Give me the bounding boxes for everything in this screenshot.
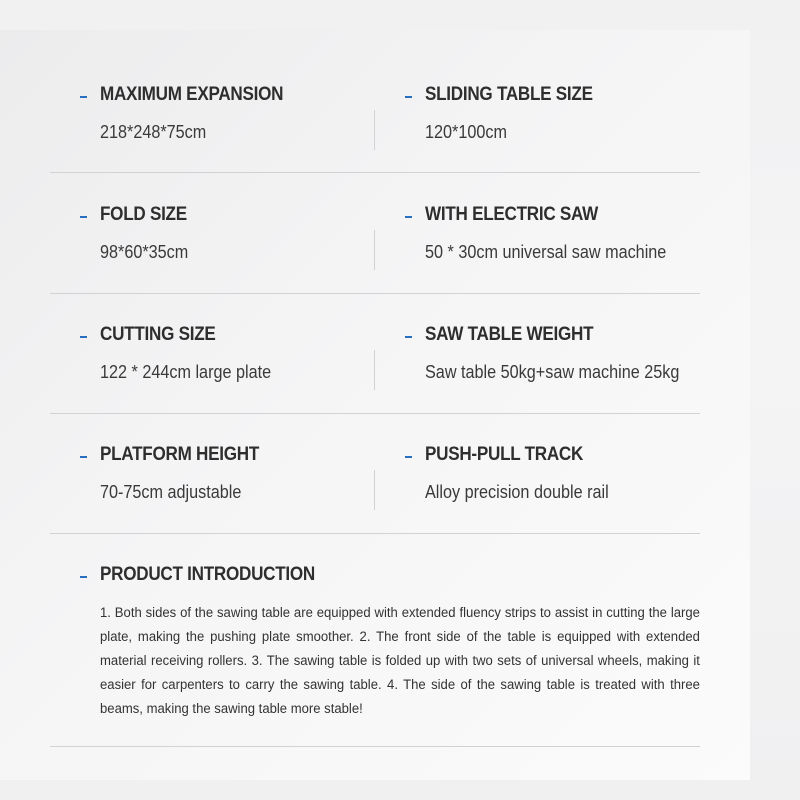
spec-label: SLIDING TABLE SIZE xyxy=(425,84,593,105)
spec-row xyxy=(50,293,700,414)
bullet-dash-icon xyxy=(405,216,412,218)
spec-value: 98*60*35cm xyxy=(100,242,189,262)
spec-item xyxy=(400,413,720,533)
spec-row xyxy=(50,60,700,173)
intro-paragraph: 1. Both sides of the sawing table are equipped with extended fluency strips to assist in cutting the large plate, making the pushing plate smoother. 2. The front side of the table is equipped with extended material receiving rollers. 3. The sawing table is folded up with two sets of universal wheels, making it easier for carpenters to carry the sawing table. 4. The side of the sawing table is treated with three beams, making the sawing table more stable! xyxy=(100,605,700,717)
spec-item xyxy=(400,293,720,413)
spec-label: WITH ELECTRIC SAW xyxy=(425,204,599,225)
spec-item xyxy=(50,173,375,293)
column-divider xyxy=(374,470,375,510)
spec-label: SAW TABLE WEIGHT xyxy=(425,324,594,345)
spec-item xyxy=(400,60,720,172)
spec-value: Saw table 50kg+saw machine 25kg xyxy=(425,362,680,382)
spec-item xyxy=(50,293,375,413)
spec-label: FOLD SIZE xyxy=(100,204,187,225)
bullet-dash-icon xyxy=(405,96,412,98)
spec-value: 50 * 30cm universal saw machine xyxy=(425,242,667,262)
spec-value: Alloy precision double rail xyxy=(425,482,609,502)
spec-value: 122 * 244cm large plate xyxy=(100,362,272,382)
intro-heading: PRODUCT INTRODUCTION xyxy=(100,564,316,585)
bullet-dash-icon xyxy=(405,336,412,338)
bullet-dash-icon xyxy=(80,456,87,458)
spec-panel xyxy=(0,30,750,780)
column-divider xyxy=(374,110,375,150)
spec-value: 218*248*75cm xyxy=(100,122,207,142)
spec-item xyxy=(50,413,375,533)
column-divider xyxy=(374,230,375,270)
spec-row xyxy=(50,413,700,534)
bullet-dash-icon xyxy=(80,216,87,218)
bullet-dash-icon xyxy=(80,96,87,98)
spec-item xyxy=(50,60,375,172)
spec-label: MAXIMUM EXPANSION xyxy=(100,84,284,105)
spec-value: 120*100cm xyxy=(425,122,507,142)
bullet-dash-icon xyxy=(80,336,87,338)
product-introduction xyxy=(50,533,700,747)
spec-item xyxy=(400,173,720,293)
spec-label: CUTTING SIZE xyxy=(100,324,216,345)
column-divider xyxy=(374,350,375,390)
spec-label: PLATFORM HEIGHT xyxy=(100,444,260,465)
spec-value: 70-75cm adjustable xyxy=(100,482,242,502)
spec-label: PUSH-PULL TRACK xyxy=(425,444,584,465)
bullet-dash-icon xyxy=(80,576,87,578)
spec-row xyxy=(50,173,700,294)
bullet-dash-icon xyxy=(405,456,412,458)
